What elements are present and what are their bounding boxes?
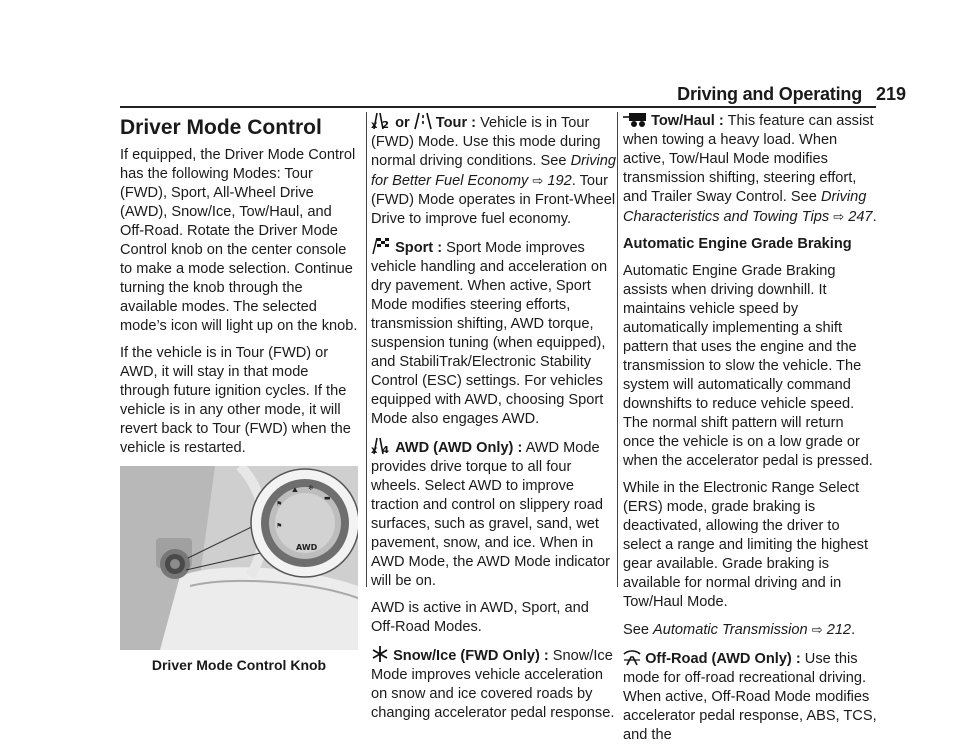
awd-label: AWD (AWD Only) : bbox=[395, 440, 523, 456]
column-middle bbox=[371, 112, 616, 731]
tour-text: Vehicle is in Tour (FWD) Mode. Use this mode during normal driving conditions. See bbox=[371, 115, 601, 169]
tour-fwd-icon bbox=[371, 112, 391, 130]
see-transmission-paragraph: See Automatic Transmission ⇨ 212. bbox=[623, 622, 856, 638]
tour-or: or bbox=[395, 115, 410, 131]
svg-text:❄: ❄ bbox=[308, 484, 314, 492]
figure-caption: Driver Mode Control Knob bbox=[151, 657, 327, 673]
off-road-text: Use this mode for off-road recreational driving. When active, Off-Road Mode modifies accelerator pedal response, ABS, TCS, and the bbox=[623, 651, 877, 743]
persistence-paragraph: If the vehicle is in Tour (FWD) or AWD, it will stay in that mode through future ignition cycles. If the vehicle is in any other mode, it will revert back to Tour (FWD) when the vehicle is restarted. bbox=[120, 345, 351, 456]
off-road-label: Off-Road (AWD Only) : bbox=[645, 651, 801, 667]
column-right bbox=[623, 112, 878, 753]
page-header bbox=[0, 0, 960, 110]
sport-mode-paragraph bbox=[371, 237, 616, 429]
page-ref-arrow-icon: ⇨ bbox=[532, 173, 544, 188]
snowflake-icon bbox=[371, 645, 389, 663]
tow-truck-icon bbox=[623, 112, 647, 128]
header-rule bbox=[120, 106, 876, 108]
svg-text:⚑: ⚑ bbox=[276, 500, 283, 508]
awd-icon bbox=[371, 437, 391, 455]
fuel-economy-link[interactable]: Driving for Better Fuel Economy bbox=[371, 153, 616, 189]
svg-text:x: x bbox=[371, 445, 378, 455]
running-section-title: Driving and Operating bbox=[677, 84, 862, 104]
snow-mode-paragraph bbox=[371, 645, 616, 723]
grade-braking-paragraph-2: While in the Electronic Range Select (ERS) mode, grade braking is deactivated, allowing the driver to select a range and limiting the highest gear available. Grade braking is available for normal driving and in Tow/Haul Mode. bbox=[623, 480, 869, 610]
awd-mode-paragraph bbox=[371, 437, 616, 591]
knob-illustration-svg bbox=[120, 466, 358, 650]
automatic-transmission-link[interactable]: Automatic Transmission bbox=[653, 622, 808, 638]
tour-label: Tour : bbox=[435, 115, 477, 131]
automatic-transmission-page[interactable]: 212 bbox=[826, 622, 852, 638]
awd-text: AWD Mode provides drive torque to all four wheels. Select AWD to improve traction and control on slippery road surfaces, such as gravel, sand, wet pavement, snow, and ice. When in AWD Mode, the AWD Mode indicator will be on. bbox=[371, 440, 610, 589]
svg-text:▬: ▬ bbox=[324, 494, 331, 502]
svg-text:⛰: ⛰ bbox=[292, 486, 298, 494]
sport-label: Sport : bbox=[395, 240, 443, 256]
awd-note-paragraph: AWD is active in AWD, Sport, and Off-Road Modes. bbox=[371, 600, 589, 635]
tour-road-icon bbox=[414, 112, 432, 130]
intro-paragraph: If equipped, the Driver Mode Control has the following Modes: Tour (FWD), Sport, All-Wheel Drive (AWD), Snow/Ice, Tow/Haul, and Off-Road. Rotate the Driver Mode Control knob on the center console to make a mode selection. Continue turning the knob through the available modes. The selected mode’s icon will light up on the knob. bbox=[120, 147, 358, 334]
tour-mode-paragraph bbox=[371, 112, 616, 229]
grade-braking-heading: Automatic Engine Grade Braking bbox=[623, 236, 852, 252]
column-divider-right bbox=[617, 112, 618, 587]
see-word: See bbox=[623, 622, 649, 638]
tour-text-end: . Tour (FWD) Mode operates in Front-Wheel Drive to improve fuel economy. bbox=[371, 173, 616, 227]
svg-text:2: 2 bbox=[382, 120, 389, 130]
sport-text: Sport Mode improves vehicle handling and acceleration on dry pavement. When active, Sport Mode modifies steering efforts, transmission shifting, AWD torque, suspension tuning (when equipped), and StabiliTrak/Electronic Stability Control (ESC) settings. For vehicles equipped with AWD, choosing Sport Mode also engages AWD. bbox=[371, 240, 608, 427]
sport-flag-icon bbox=[371, 237, 391, 255]
driver-mode-knob-illustration bbox=[120, 466, 358, 650]
page-ref-arrow-icon: ⇨ bbox=[833, 209, 845, 224]
svg-text:⚑: ⚑ bbox=[276, 522, 283, 530]
column-left bbox=[120, 112, 358, 675]
towing-tips-page[interactable]: 247 bbox=[848, 209, 873, 225]
page-number: 219 bbox=[875, 84, 906, 104]
tow-haul-paragraph: Tow/Haul : This feature can assist when towing a heavy load. When active, Tow/Haul Mode modifies transmission shifting, steering effort, and Trailer Sway Control. See Driving Characteristics and Towing Tips ⇨ 247. bbox=[623, 113, 877, 225]
column-divider-left bbox=[366, 112, 367, 587]
section-heading: Driver Mode Control bbox=[120, 116, 322, 139]
off-road-paragraph bbox=[623, 648, 878, 745]
tow-label: Tow/Haul : bbox=[651, 113, 724, 129]
snow-text: Snow/Ice Mode improves vehicle acceleration on snow and ice covered roads by changing accelerator pedal response. bbox=[371, 648, 615, 721]
svg-text:4: 4 bbox=[382, 445, 389, 455]
knob-awd-label: AWD bbox=[296, 543, 318, 552]
towing-tips-link[interactable]: Driving Characteristics and Towing Tips bbox=[623, 189, 867, 225]
fuel-economy-page[interactable]: 192 bbox=[547, 173, 572, 189]
off-road-icon bbox=[623, 648, 641, 666]
snow-label: Snow/Ice (FWD Only) : bbox=[393, 648, 549, 664]
page-ref-arrow-icon: ⇨ bbox=[811, 622, 823, 637]
grade-braking-paragraph-1: Automatic Engine Grade Braking assists when driving downhill. It maintains vehicle speed by automatically implementing a shift pattern that uses the engine and the transmission to slow the vehicle. The system will automatically command downshifts to reduce vehicle speed. The normal shift pattern will return once the vehicle is on a low grade or when the accelerator pedal is pressed. bbox=[623, 263, 873, 469]
svg-text:x: x bbox=[371, 120, 378, 130]
tow-text: This feature can assist when towing a heavy load. When active, Tow/Haul Mode modifies transmission shifting, steering effort, and Trailer Sway Control. See bbox=[623, 113, 874, 205]
